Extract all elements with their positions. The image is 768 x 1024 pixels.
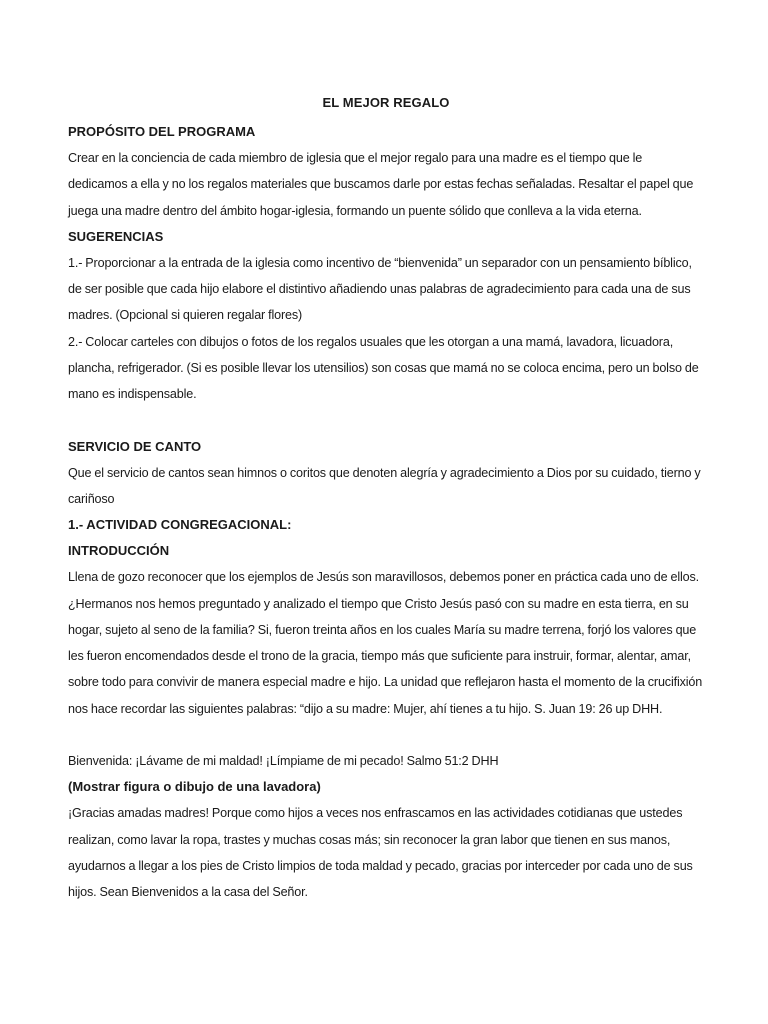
document-title: EL MEJOR REGALO [322,95,450,110]
song-service-paragraph: Que el servicio de cantos sean himnos o coritos que denoten alegría y agradecimiento a Dios por su cuidado, tierno y cariñoso [68,465,701,506]
purpose-paragraph: Crear en la conciencia de cada miembro de iglesia que el mejor regalo para una madre es el tiempo que le dedicamos a ella y no los regalos materiales que buscamos darle por estas fechas señaladas. Resaltar el papel que juega una madre dentro del ámbito hogar-iglesia, formando un puente sólido que conlleva a la vida eterna. [68,151,694,218]
welcome-line: Bienvenida: ¡Lávame de mi maldad! ¡Límpiame de mi pecado! Salmo 51:2 DHH [68,754,499,769]
purpose-heading: PROPÓSITO DEL PROGRAMA [68,124,256,139]
suggestion-2-paragraph: 2.- Colocar carteles con dibujos o fotos de los regalos usuales que les otorgan a una mamá, lavadora, licuadora, plancha, refrigerador. (Si es posible llevar los utensilios) son cosas que mamá no se coloca encima, pero un bolso de mano es indispensable. [68,334,699,402]
activity-heading: 1.- ACTIVIDAD CONGREGACIONAL: [68,517,292,533]
document-page [68,93,704,906]
suggestions-heading: SUGERENCIAS [68,228,164,244]
suggestion-1-paragraph: 1.- Proporcionar a la entrada de la iglesia como incentivo de “bienvenida” un separador con un pensamiento bíblico, de ser posible que cada hijo elabore el distintivo añadiendo unas palabras de agradecimiento para cada una de sus madres. (Opcional si quieren regalar flores) [68,255,692,323]
introduction-heading: INTRODUCCIÓN [68,543,170,559]
thanks-paragraph: ¡Gracias amadas madres! Porque como hijos a veces nos enfrascamos en las actividades cotidianas que ustedes realizan, como lavar la ropa, trastes y muchas cosas más; sin reconocer la gran labor que tienen en sus manos, ayudarnos a llegar a los pies de Cristo limpios de toda maldad y pecado, gracias por interceder por cada uno de sus hijos. Sean Bienvenidos a la casa del Señor. [68,806,693,900]
section-spacer [68,408,704,434]
figure-note: (Mostrar figura o dibujo de una lavadora) [68,779,321,795]
section-spacer [68,722,704,748]
introduction-paragraph: Llena de gozo reconocer que los ejemplos de Jesús son maravillosos, debemos poner en práctica cada uno de ellos. ¿Hermanos nos hemos preguntado y analizado el tiempo que Cristo Jesús pasó con su madre en esta tierra, en su hogar, sujeto al seno de la familia? Si, fueron treinta años en los cuales María su madre terrena, forjó los valores que les fueron encomendados desde el trono de la gracia, tiempo más que suficiente para instruir, formar, alentar, amar, sobre todo para convivir de manera especial madre e hijo. La unidad que reflejaron hasta el momento de la crucifixión nos hace recordar las siguientes palabras: “dijo a su madre: Mujer, ahí tienes a tu hijo. S. Juan 19: 26 up DHH. [68,570,703,716]
song-service-heading: SERVICIO DE CANTO [68,438,202,454]
